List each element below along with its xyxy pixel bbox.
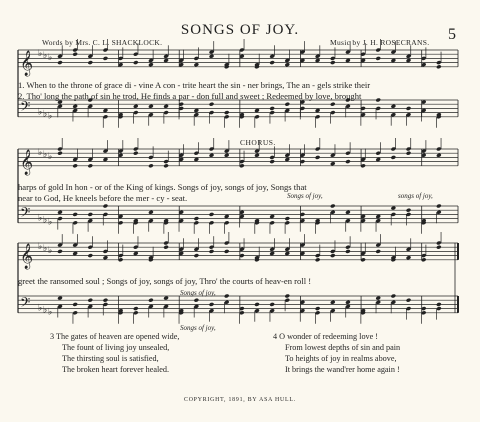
flat-sign: ♭ xyxy=(43,305,48,316)
note-head xyxy=(269,214,275,219)
note-head xyxy=(284,216,290,221)
words-credit: Words by Mrs. C. L. SHACKLOCK. xyxy=(42,38,163,47)
note-head xyxy=(330,161,336,166)
treble-clef: 𝄞 xyxy=(20,243,34,269)
note-head xyxy=(345,159,351,164)
flat-sign: ♭ xyxy=(48,217,53,228)
chorus-label: CHORUS. xyxy=(240,138,276,147)
note-head xyxy=(194,253,200,258)
music-credit: Music by J. H. ROSECRANS. xyxy=(330,38,430,47)
note-head xyxy=(57,296,63,301)
note-head xyxy=(315,155,321,160)
note-head xyxy=(87,163,93,168)
note-head xyxy=(315,306,321,311)
note-head xyxy=(133,104,139,109)
note-head xyxy=(406,255,412,260)
verse4-line1: 4 O wonder of redeeming love ! xyxy=(273,332,379,341)
note-head xyxy=(72,302,78,307)
treble-clef: 𝄞 xyxy=(20,149,34,175)
note-head xyxy=(72,104,78,109)
note-head xyxy=(284,294,290,299)
note-head xyxy=(254,108,260,113)
flat-sign: ♭ xyxy=(43,244,48,255)
note-head xyxy=(254,153,260,158)
flat-sign: ♭ xyxy=(43,51,48,62)
note-head xyxy=(436,245,442,250)
note-head xyxy=(436,204,442,209)
note-head xyxy=(315,58,321,63)
note-head xyxy=(391,58,397,63)
verse4-line3: To heights of joy in realms above, xyxy=(285,354,397,363)
flat-sign: ♭ xyxy=(43,215,48,226)
note-head xyxy=(330,253,336,258)
note-head xyxy=(103,108,109,113)
note-head xyxy=(163,296,169,301)
bass-words-3: Songs of joy, xyxy=(180,289,216,297)
note-head xyxy=(209,249,215,254)
note-head xyxy=(163,58,169,63)
note-head xyxy=(148,210,154,215)
verse4-line4: It brings the wand'rer home again ! xyxy=(285,365,400,374)
bass-words-2: songs of joy, xyxy=(398,192,433,200)
note-head xyxy=(209,153,215,158)
flat-sign: ♭ xyxy=(48,307,53,318)
note-head xyxy=(133,60,139,65)
note-head xyxy=(163,104,169,109)
flat-sign: ♭ xyxy=(48,53,53,64)
note-head xyxy=(209,302,215,307)
note-head xyxy=(345,58,351,63)
note-head xyxy=(375,98,381,103)
verse1-lyric-line2: harps of gold In hon - or of the King of kings. Songs of joy, songs of joy, Songs that xyxy=(18,182,307,192)
note-head xyxy=(254,302,260,307)
note-head xyxy=(57,210,63,215)
note-head xyxy=(375,249,381,254)
note-head xyxy=(194,298,200,303)
note-head xyxy=(375,157,381,162)
note-head xyxy=(224,110,230,115)
note-head xyxy=(391,104,397,109)
flat-sign: ♭ xyxy=(38,49,43,60)
note-head xyxy=(406,298,412,303)
flat-sign: ♭ xyxy=(43,109,48,120)
note-head xyxy=(315,108,321,113)
verse3-line3: The thirsting soul is satisfied, xyxy=(62,354,159,363)
note-head xyxy=(148,163,154,168)
note-head xyxy=(330,60,336,65)
note-head xyxy=(103,255,109,260)
treble-clef: 𝄞 xyxy=(20,50,34,76)
chorus-lyric-line: greet the ransomed soul ; Songs of joy, songs of joy, Thro' the courts of heav-en roll ! xyxy=(18,276,312,286)
verse4-line2: From lowest depths of sin and pain xyxy=(285,343,401,352)
note-head xyxy=(330,300,336,305)
note-head xyxy=(148,298,154,303)
note-head xyxy=(148,104,154,109)
note-head xyxy=(406,58,412,63)
note-head xyxy=(284,62,290,67)
note-head xyxy=(284,251,290,256)
flat-sign: ♭ xyxy=(43,150,48,161)
note-head xyxy=(194,108,200,113)
flat-sign: ♭ xyxy=(48,111,53,122)
flat-sign: ♭ xyxy=(38,242,43,253)
note-head xyxy=(269,106,275,111)
page-number: 5 xyxy=(448,26,456,43)
note-head xyxy=(224,214,230,219)
note-head xyxy=(57,249,63,254)
note-head xyxy=(269,60,275,65)
note-head xyxy=(269,302,275,307)
note-head xyxy=(330,102,336,107)
note-head xyxy=(72,52,78,57)
note-head xyxy=(57,151,63,156)
copyright-notice: COPYRIGHT, 1891, BY ASA HULL. xyxy=(184,397,296,403)
note-head xyxy=(345,249,351,254)
note-head xyxy=(375,56,381,61)
note-head xyxy=(224,294,230,299)
flat-sign: ♭ xyxy=(38,303,43,314)
note-head xyxy=(103,298,109,303)
note-head xyxy=(103,204,109,209)
flat-sign: ♭ xyxy=(38,107,43,118)
note-head xyxy=(194,216,200,221)
note-head xyxy=(72,212,78,217)
note-head xyxy=(375,214,381,219)
verse2-lyric-line1: 2. Tho' long the path of sin he trod, He finds a par - don full and sweet ; Redeemed by love, brought xyxy=(18,91,362,101)
note-head xyxy=(269,251,275,256)
note-head xyxy=(209,102,215,107)
note-head xyxy=(284,102,290,107)
verse3-line4: The broken heart forever healed. xyxy=(62,365,170,374)
note-head xyxy=(375,296,381,301)
verse3-line2: The fount of living joy unsealed, xyxy=(62,343,170,352)
note-head xyxy=(133,251,139,256)
note-head xyxy=(209,212,215,217)
note-head xyxy=(330,204,336,209)
bass-clef: 𝄢 xyxy=(20,98,31,118)
note-head xyxy=(103,157,109,162)
verse-3 xyxy=(50,331,179,375)
note-head xyxy=(87,212,93,217)
flat-sign: ♭ xyxy=(38,148,43,159)
note-head xyxy=(406,151,412,156)
note-head xyxy=(57,60,63,65)
bass-clef: 𝄢 xyxy=(20,294,31,314)
note-head xyxy=(391,206,397,211)
note-head xyxy=(391,294,397,299)
note-head xyxy=(87,60,93,65)
verse2-lyric-line2: near to God, He kneels before the mer - cy - seat. xyxy=(18,193,188,203)
note-head xyxy=(345,300,351,305)
note-head xyxy=(72,251,78,256)
note-head xyxy=(209,54,215,59)
note-head xyxy=(436,153,442,158)
verse-4 xyxy=(273,331,400,375)
bass-words-4: Songs of joy, xyxy=(180,324,216,332)
note-head xyxy=(148,62,154,67)
verse1-lyric-line1: 1. When to the throne of grace di - vine A con - trite heart the sin - ner brings, The an - gels strike their xyxy=(18,80,371,90)
note-head xyxy=(284,157,290,162)
note-head xyxy=(163,163,169,168)
note-head xyxy=(224,249,230,254)
flat-sign: ♭ xyxy=(48,246,53,257)
note-head xyxy=(315,257,321,262)
note-head xyxy=(391,155,397,160)
note-head xyxy=(87,253,93,258)
note-head xyxy=(103,56,109,61)
bass-words-1: Songs of joy, xyxy=(287,192,323,200)
note-head xyxy=(194,62,200,67)
note-head xyxy=(436,64,442,69)
song-title: SONGS OF JOY. xyxy=(180,22,300,38)
note-head xyxy=(406,208,412,213)
flat-sign: ♭ xyxy=(38,213,43,224)
note-head xyxy=(194,157,200,162)
note-head xyxy=(224,153,230,158)
note-head xyxy=(72,163,78,168)
note-head xyxy=(133,151,139,156)
verse3-line1: 3 The gates of heaven are opened wide, xyxy=(50,332,180,341)
note-head xyxy=(406,106,412,111)
note-head xyxy=(436,302,442,307)
bass-clef: 𝄢 xyxy=(20,204,31,224)
note-head xyxy=(133,306,139,311)
note-head xyxy=(163,245,169,250)
flat-sign: ♭ xyxy=(48,152,53,163)
note-head xyxy=(87,298,93,303)
note-head xyxy=(269,159,275,164)
note-head xyxy=(345,210,351,215)
